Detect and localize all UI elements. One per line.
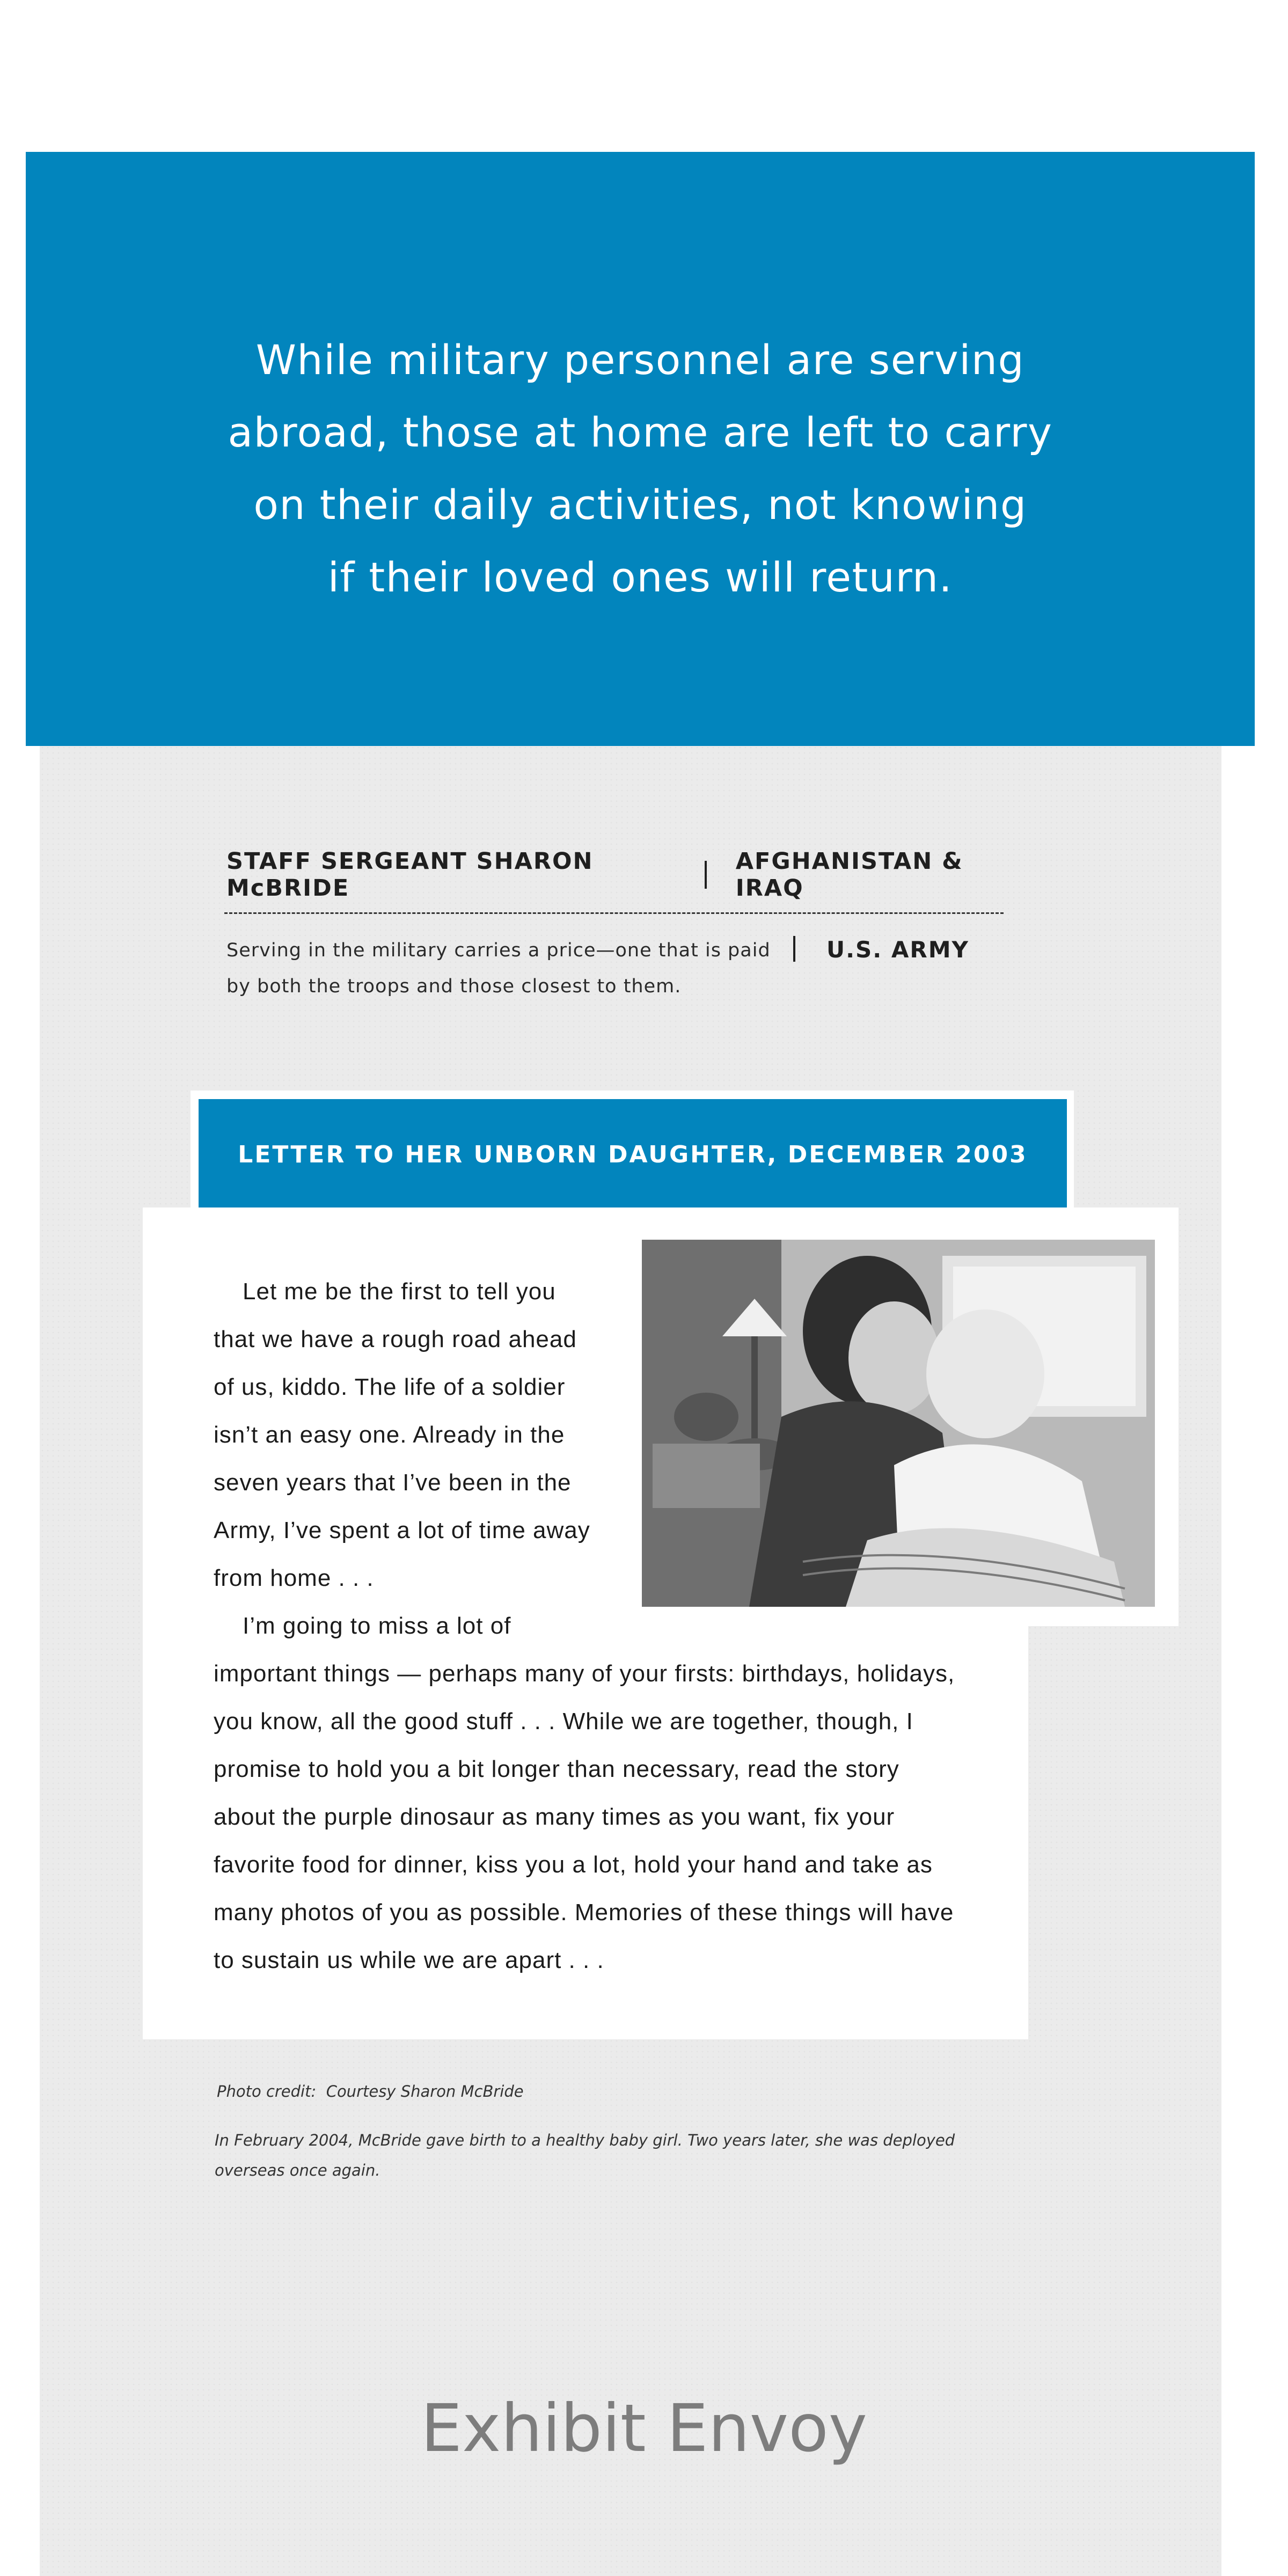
brand-logo: Exhibit Envoy bbox=[421, 2390, 867, 2467]
letter-line: isn’t an easy one. Already in the bbox=[214, 1422, 565, 1448]
hero-quote bbox=[187, 324, 1094, 613]
letter-line: many photos of you as possible. Memories of these things will have bbox=[214, 1899, 954, 1926]
separator bbox=[705, 861, 707, 889]
subject-description bbox=[226, 933, 785, 1005]
description-line: Serving in the military carries a price—one that is paid bbox=[226, 940, 771, 961]
description-line: by both the troops and those closest to them. bbox=[226, 976, 682, 997]
hero-quote-line: on their daily activities, not knowing bbox=[253, 481, 1027, 529]
letter-line: to sustain us while we are apart . . . bbox=[214, 1947, 604, 1973]
letter-paragraph-1 bbox=[214, 1268, 600, 1602]
letter-line: from home . . . bbox=[214, 1565, 374, 1591]
letter-line: I’m going to miss a lot of bbox=[243, 1613, 511, 1639]
photo-caption bbox=[215, 2125, 977, 2185]
letter-line: of us, kiddo. The life of a soldier bbox=[214, 1374, 566, 1400]
dashed-divider bbox=[224, 912, 1004, 914]
photo-credit: Photo credit: Courtesy Sharon McBride bbox=[217, 2082, 524, 2101]
letter-line: important things — perhaps many of your firsts: birthdays, holidays, bbox=[214, 1660, 955, 1687]
hero-quote-line: if their loved ones will return. bbox=[327, 553, 953, 601]
subject-location: AFGHANISTAN & IRAQ bbox=[735, 848, 963, 902]
letter-line: Let me be the first to tell you bbox=[243, 1278, 556, 1305]
letter-title: LETTER TO HER UNBORN DAUGHTER, DECEMBER 2003 bbox=[199, 1099, 1067, 1210]
caption-line: In February 2004, McBride gave birth to a healthy baby girl. Two years later, she was deployed bbox=[215, 2131, 955, 2149]
letter-line: that we have a rough road ahead bbox=[214, 1326, 577, 1352]
subject-branch: U.S. ARMY bbox=[826, 936, 969, 963]
hero-quote-line: While military personnel are serving bbox=[255, 336, 1025, 384]
letter-line: Army, I’ve spent a lot of time away bbox=[214, 1517, 590, 1543]
photo-illustration bbox=[642, 1240, 1155, 1607]
hero-banner bbox=[26, 152, 1255, 746]
separator bbox=[793, 936, 795, 962]
subject-name: STAFF SERGEANT SHARON McBRIDE bbox=[226, 848, 594, 902]
hero-quote-line: abroad, those at home are left to carry bbox=[228, 408, 1053, 456]
letter-line: seven years that I’ve been in the bbox=[214, 1469, 572, 1496]
letter-line: favorite food for dinner, kiss you a lot, hold your hand and take as bbox=[214, 1851, 933, 1878]
letter-paragraph-2 bbox=[214, 1602, 965, 1984]
letter-line: promise to hold you a bit longer than necessary, read the story bbox=[214, 1756, 899, 1782]
letter-line: about the purple dinosaur as many times as you want, fix your bbox=[214, 1804, 895, 1830]
mother-and-baby-photo bbox=[642, 1240, 1155, 1607]
subject-heading bbox=[226, 848, 1010, 902]
letter-line: you know, all the good stuff . . . While we are together, though, I bbox=[214, 1708, 913, 1735]
caption-line: overseas once again. bbox=[215, 2161, 380, 2179]
